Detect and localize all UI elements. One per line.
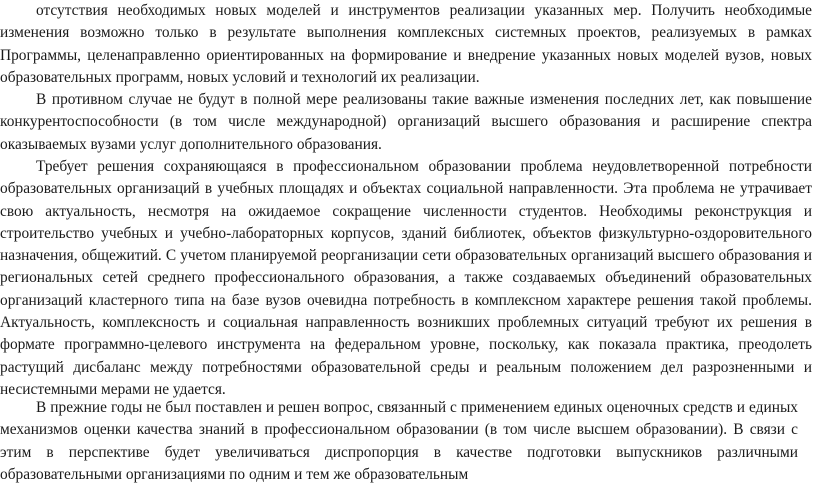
paragraph-2: В противном случае не будут в полной мере реализованы такие важные изменения последних лет, как повышение конкурентоспособности (в том числе международной) организаций высшего образования и расширение спектра оказываемых вузами услуг дополнительного образования. [0, 91, 812, 153]
paragraph-3: Требует решения сохраняющаяся в профессиональном образовании проблема неудовлетворенной потребности образовательных организаций в учебных площадях и объектах социальной направленности. Эта проблема не утрачивает свою актуальность, несмотря на ожидаемое сокращение численности студентов. Необходимы реконструкция и строительство учебных и учебно-лабораторных корпусов, зданий библиотек, объектов физкультурно-оздоровительного назначения, общежитий. С учетом планируемой реорганизации сети образовательных организаций высшего образования и региональных сетей среднего профессионального образования, а также создаваемых объединений образовательных организаций кластерного типа на базе вузов очевидна потребность в комплексном характере решения такой проблемы. Актуальность, комплексность и социальная направленность возникших проблемных ситуаций требуют их решения в формате программно-целевого инструмента на федеральном уровне, поскольку, как показала практика, преодолеть растущий дисбаланс между потребностями образовательной среды и реальным положением дел разрозненными и несистемными мерами не удается. [0, 158, 812, 398]
paragraph-4: В прежние годы не был поставлен и решен вопрос, связанный с применением единых оценочных средств и единых механизмов оценки качества знаний в профессиональном образовании (в том числе высшем образовании). В связи с этим в перспективе будет увеличиваться диспропорция в качестве подготовки выпускников различными образовательными организациями по одним и тем же образовательным [0, 399, 798, 483]
paragraph-1: отсутствия необходимых новых моделей и инструментов реализации указанных мер. Получить необходимые изменения возможно только в результате выполнения комплексных системных проектов, реализуемых в рамках Программы, целенаправленно ориентированных на формирование и внедрение указанных новых моделей вузов, новых образовательных программ, новых условий и технологий их реализации. [0, 2, 812, 86]
